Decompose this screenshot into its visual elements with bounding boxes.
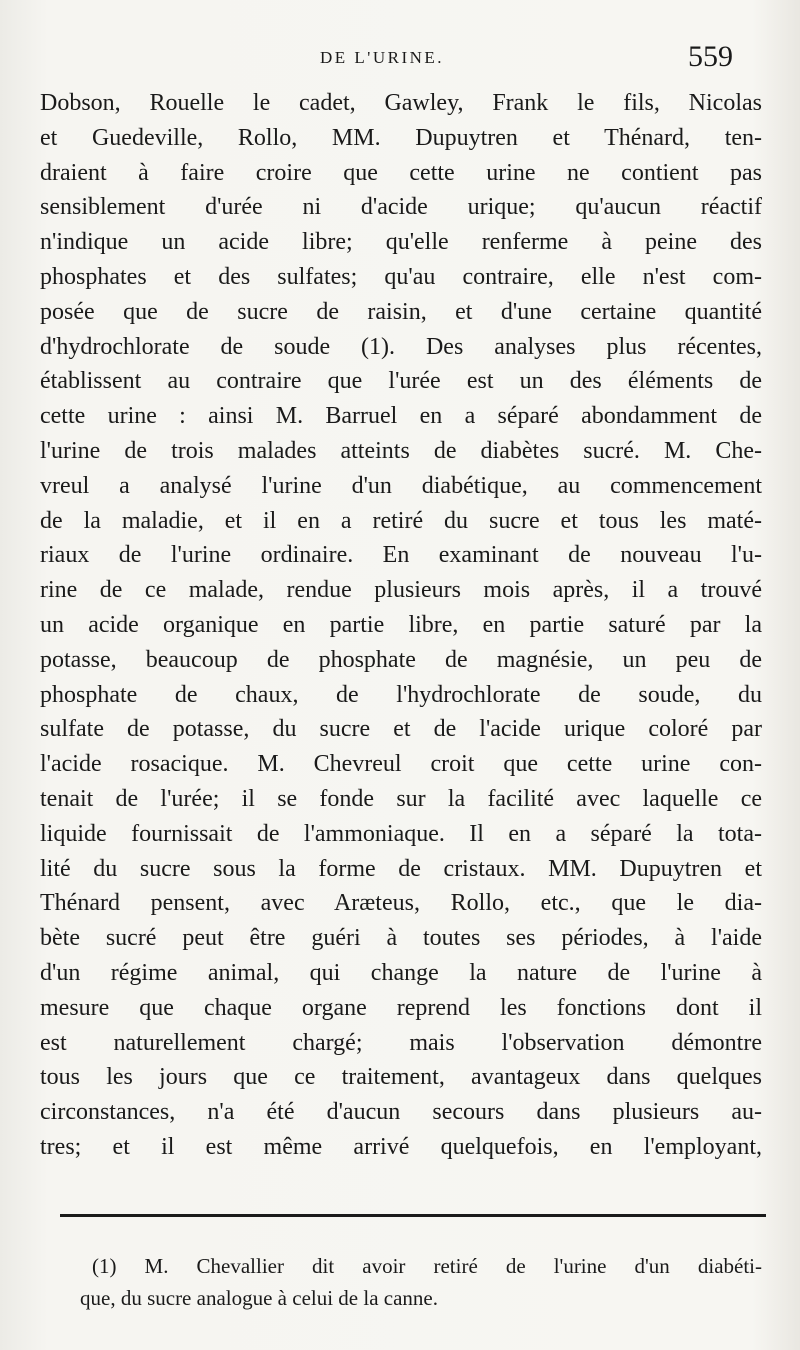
text-line: sulfate de potasse, du sucre et de l'acide urique coloré par bbox=[40, 716, 762, 743]
text-line: circonstances, n'a été d'aucun secours dans plusieurs au- bbox=[40, 1099, 762, 1126]
text-line: vreul a analysé l'urine d'un diabétique, au commencement bbox=[40, 472, 762, 499]
text-line: mesure que chaque organe reprend les fonctions dont il bbox=[40, 994, 762, 1021]
text-line: lité du sucre sous la forme de cristaux. MM. Dupuytren et bbox=[40, 855, 762, 882]
page-header bbox=[0, 40, 800, 80]
text-line: sensiblement d'urée ni d'acide urique; qu'aucun réactif bbox=[40, 194, 762, 221]
text-line: établissent au contraire que l'urée est un des éléments de bbox=[40, 368, 762, 395]
text-line: phosphates et des sulfates; qu'au contraire, elle n'est com- bbox=[40, 263, 762, 290]
text-line: tres; et il est même arrivé quelquefois, en l'employant, bbox=[40, 1133, 762, 1160]
text-line: bète sucré peut être guéri à toutes ses périodes, à l'aide bbox=[40, 925, 762, 952]
body-text bbox=[40, 86, 762, 1165]
text-line: l'urine de trois malades atteints de diabètes sucré. M. Che- bbox=[40, 437, 762, 464]
text-line: l'acide rosacique. M. Chevreul croit que cette urine con- bbox=[40, 751, 762, 778]
text-line: est naturellement chargé; mais l'observation démontre bbox=[40, 1029, 762, 1056]
text-line: potasse, beaucoup de phosphate de magnésie, un peu de bbox=[40, 646, 762, 673]
text-line: Thénard pensent, avec Aræteus, Rollo, etc., que le dia- bbox=[40, 890, 762, 917]
text-line: et Guedeville, Rollo, MM. Dupuytren et Thénard, ten- bbox=[40, 124, 762, 151]
text-line: phosphate de chaux, de l'hydrochlorate de soude, du bbox=[40, 681, 762, 708]
text-line: liquide fournissait de l'ammoniaque. Il en a séparé la tota- bbox=[40, 820, 762, 847]
text-line: Dobson, Rouelle le cadet, Gawley, Frank le fils, Nicolas bbox=[40, 90, 762, 116]
text-line: cette urine : ainsi M. Barruel en a séparé abondamment de bbox=[40, 403, 762, 430]
footnote-line: que, du sucre analogue à celui de la canne. bbox=[80, 1286, 438, 1310]
page-number: 559 bbox=[688, 40, 733, 73]
text-line: n'indique un acide libre; qu'elle renferme à peine des bbox=[40, 229, 762, 256]
text-line: d'un régime animal, qui change la nature de l'urine à bbox=[40, 959, 762, 986]
text-line: un acide organique en partie libre, en partie saturé par la bbox=[40, 611, 762, 638]
text-line: d'hydrochlorate de soude (1). Des analyses plus récentes, bbox=[40, 333, 762, 360]
text-line: tenait de l'urée; il se fonde sur la facilité avec laquelle ce bbox=[40, 785, 762, 812]
text-line: de la maladie, et il en a retiré du sucre et tous les maté- bbox=[40, 507, 762, 534]
text-line: tous les jours que ce traitement, avantageux dans quelques bbox=[40, 1064, 762, 1091]
footnote bbox=[80, 1250, 762, 1314]
text-line: draient à faire croire que cette urine ne contient pas bbox=[40, 159, 762, 186]
footnote-line: (1) M. Chevallier dit avoir retiré de l'urine d'un diabéti- bbox=[92, 1254, 762, 1278]
running-head: DE L'URINE. bbox=[320, 48, 445, 67]
text-line: posée que de sucre de raisin, et d'une certaine quantité bbox=[40, 298, 762, 325]
text-line: rine de ce malade, rendue plusieurs mois après, il a trouvé bbox=[40, 577, 762, 604]
footnote-divider bbox=[60, 1214, 766, 1217]
text-line: riaux de l'urine ordinaire. En examinant de nouveau l'u- bbox=[40, 542, 762, 569]
